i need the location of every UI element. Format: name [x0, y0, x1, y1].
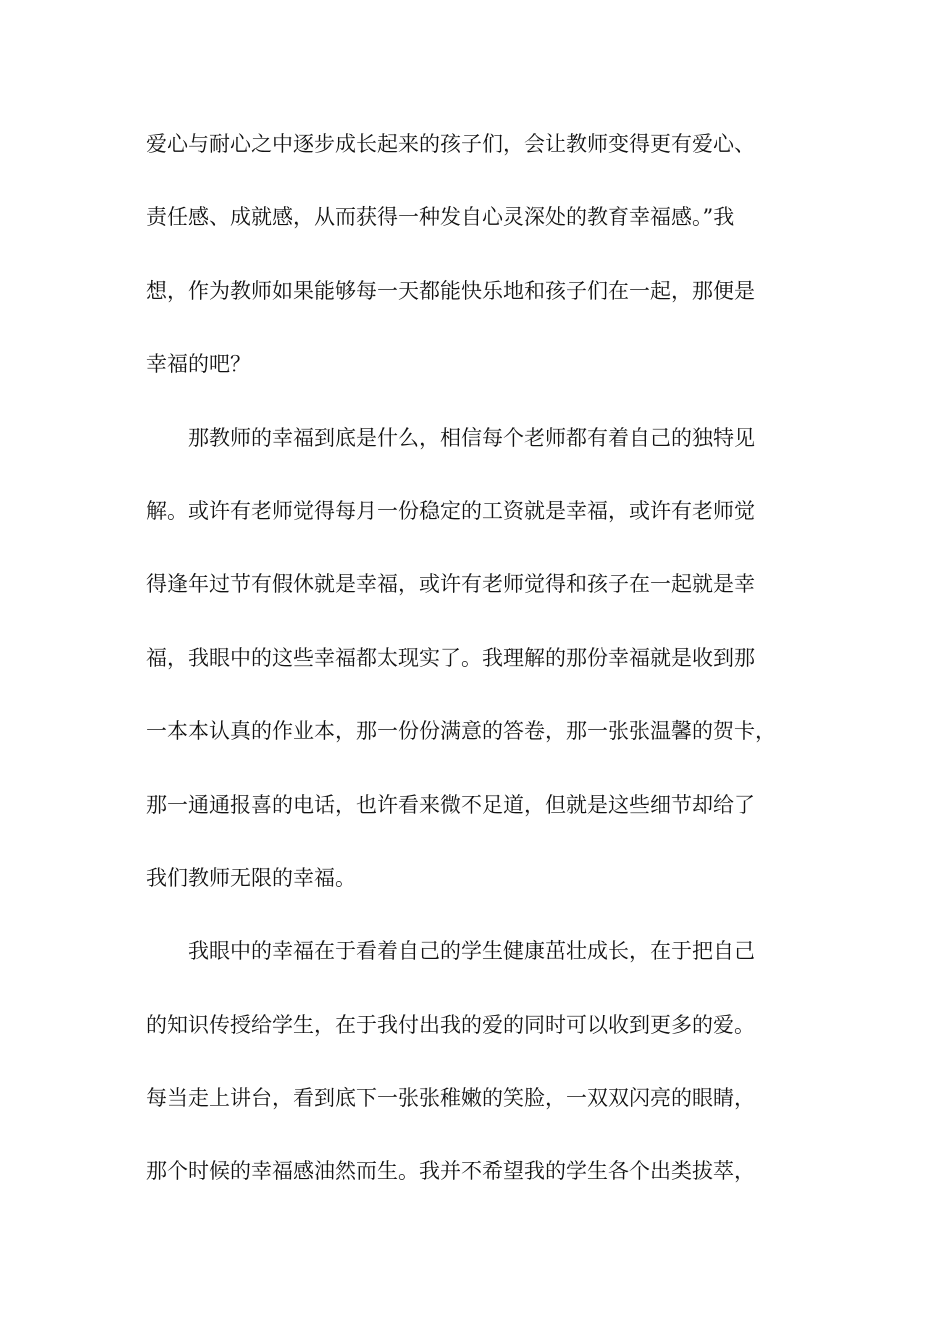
text-line: 那一通通报喜的电话，也许看来微不足道，但就是这些细节却给了	[146, 792, 755, 817]
text-line: 每当走上讲台，看到底下一张张稚嫩的笑脸，一双双闪亮的眼睛，	[146, 1086, 755, 1111]
text-line: 解。或许有老师觉得每月一份稳定的工资就是幸福，或许有老师觉	[146, 498, 755, 523]
text-line: 幸福的吧？	[146, 352, 251, 377]
text-line: 爱心与耐心之中逐步成长起来的孩子们，会让教师变得更有爱心、	[146, 132, 755, 156]
text-line: 得逢年过节有假休就是幸福，或许有老师觉得和孩子在一起就是幸	[146, 572, 755, 597]
text-line: 福，我眼中的这些幸福都太现实了。我理解的那份幸福就是收到那	[146, 645, 755, 670]
text-line: 责任感、成就感，从而获得一种发自心灵深处的教育幸福感。”我	[146, 205, 735, 230]
text-line: 那个时候的幸福感油然而生。我并不希望我的学生各个出类拔萃，	[146, 1159, 755, 1184]
text-line: 我眼中的幸福在于看着自己的学生健康茁壮成长，在于把自己	[188, 939, 755, 964]
text-line: 想，作为教师如果能够每一天都能快乐地和孩子们在一起，那便是	[146, 278, 755, 303]
body-text	[146, 124, 822, 1225]
text-line: 的知识传授给学生，在于我付出我的爱的同时可以收到更多的爱。	[146, 1012, 755, 1037]
text-line: 一本本认真的作业本，那一份份满意的答卷，那一张张温馨的贺卡，	[146, 719, 776, 744]
text-line: 那教师的幸福到底是什么，相信每个老师都有着自己的独特见	[188, 425, 755, 450]
text-line: 我们教师无限的幸福。	[146, 865, 356, 890]
